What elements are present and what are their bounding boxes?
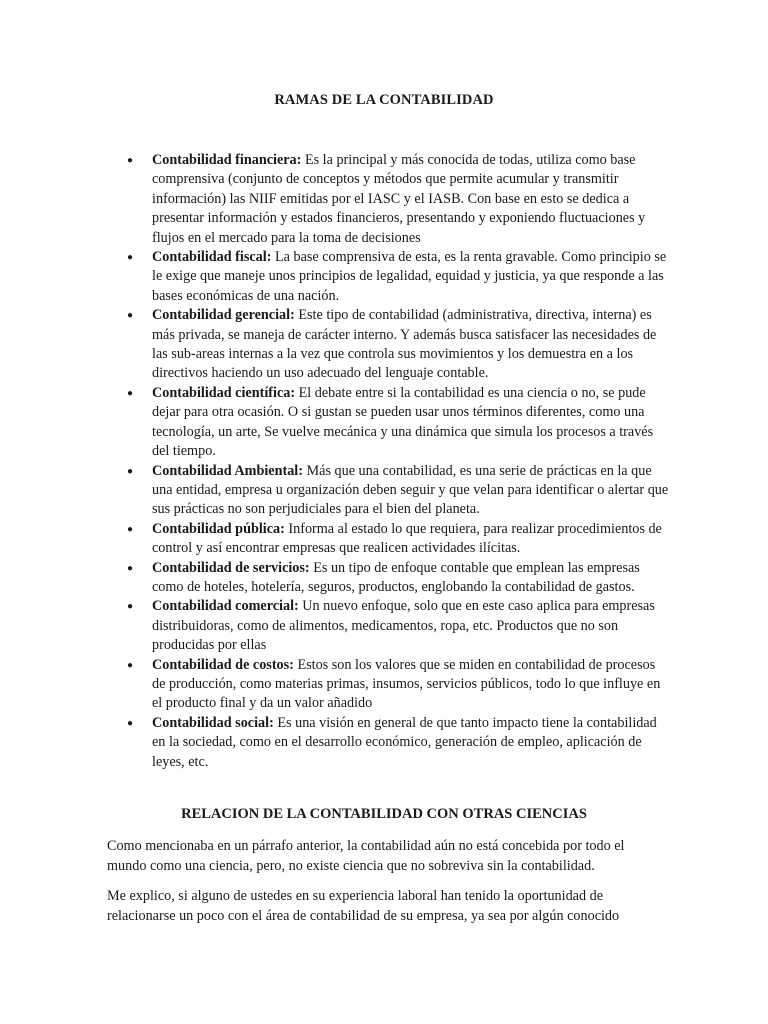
branch-term: Contabilidad fiscal:	[152, 249, 272, 266]
list-item	[127, 151, 670, 248]
branch-term: Contabilidad pública:	[152, 520, 285, 537]
list-item	[127, 559, 670, 598]
branch-term: Contabilidad de servicios:	[152, 559, 310, 576]
branch-term: Contabilidad de costos:	[152, 656, 294, 673]
branch-term: Contabilidad científica:	[152, 384, 296, 401]
bullet-icon: ●	[127, 562, 134, 574]
branch-term: Contabilidad gerencial:	[152, 307, 295, 324]
branch-term: Contabilidad social:	[152, 714, 274, 731]
list-item	[127, 714, 670, 772]
list-item	[127, 384, 670, 462]
branch-text: Informa al estado lo que requiera, para realizar procedimientos de control y así encontrar empresas que realicen actividades ilícitas.	[152, 520, 662, 557]
branch-text: Estos son los valores que se miden en contabilidad de procesos de producción, como materias primas, insumos, servicios públicos, todo lo que influye en el producto final y da un valor añadido	[152, 656, 661, 712]
branch-text: Un nuevo enfoque, solo que en este caso aplica para empresas distribuidoras, como de alimentos, medicamentos, ropa, etc. Productos que no son producidas por ellas	[152, 598, 655, 654]
branch-text: Este tipo de contabilidad (administrativa, directiva, interna) es más privada, se maneja de carácter interno. Y además busca satisfacer las necesidades de las sub-areas internas a la vez que controla sus movimientos y los demuestra en a los directivos haciendo un uso adecuado del lenguaje contable.	[152, 307, 657, 382]
bullet-icon: ●	[127, 659, 134, 671]
bullet-icon: ●	[127, 252, 134, 264]
page-title: RAMAS DE LA CONTABILIDAD	[274, 92, 494, 108]
branch-text: Más que una contabilidad, es una serie de prácticas en la que una entidad, empresa u organización deben seguir y que velan para identificar o alertar que sus prácticas no son perjudiciales para el bien del planeta.	[152, 462, 669, 518]
body-paragraph: Me explico, si alguno de ustedes en su experiencia laboral han tenido la oportunidad de relacionarse un poco con el área de contabilidad de su empresa, ya sea por algún conocido	[107, 888, 620, 924]
bullet-icon: ●	[127, 717, 134, 729]
bullet-icon: ●	[127, 601, 134, 613]
bullet-icon: ●	[127, 155, 134, 166]
branch-text: Es un tipo de enfoque contable que emplean las empresas como de hoteles, hotelería, seguros, productos, englobando la contabilidad de gastos.	[152, 559, 640, 595]
branch-term: Contabilidad Ambiental:	[152, 462, 303, 479]
list-item	[127, 248, 670, 306]
list-item	[127, 597, 670, 655]
list-item	[127, 656, 670, 714]
branch-text: Es la principal y más conocida de todas, utiliza como base comprensiva (conjunto de conceptos y métodos que permite acumular y transmitir información) las NIIF emitidas por el IASC y el IASB. Con base en esto se dedica a presentar información y estados financieros, presentando y exponiendo fluctuaciones y flujos en el mercado para la toma de decisiones	[152, 152, 646, 246]
branch-text: El debate entre si la contabilidad es una ciencia o no, se pude dejar para otra ocasión. O si gustan se pueden usar unos términos diferentes, como una tecnología, un arte, Se vuelve mecánica y una dinámica que simula los procesos a través del tiempo.	[152, 384, 654, 460]
list-item	[127, 520, 670, 559]
bullet-icon: ●	[127, 465, 134, 477]
branch-text: Es una visión en general de que tanto impacto tiene la contabilidad en la sociedad, como en el desarrollo económico, generación de empleo, aplicación de leyes, etc.	[152, 714, 657, 770]
list-item	[127, 306, 670, 384]
bullet-icon: ●	[127, 310, 134, 322]
bullet-icon: ●	[127, 523, 134, 535]
list-item	[127, 462, 670, 520]
branches-list	[127, 151, 670, 772]
bullet-icon: ●	[127, 387, 134, 399]
branch-text: La base comprensiva de esta, es la renta gravable. Como principio se le exige que maneje unos principios de legalidad, equidad y justicia, ya que responde a las bases económicas de una nación.	[152, 249, 667, 304]
branch-term: Contabilidad comercial:	[152, 598, 299, 615]
branch-term: Contabilidad financiera:	[152, 152, 302, 168]
body-paragraph: Como mencionaba en un párrafo anterior, la contabilidad aún no está concebida por todo el mundo como una ciencia, pero, no existe ciencia que no sobreviva sin la contabilidad.	[107, 838, 625, 874]
section-title: RELACION DE LA CONTABILIDAD CON OTRAS CIENCIAS	[181, 806, 587, 822]
